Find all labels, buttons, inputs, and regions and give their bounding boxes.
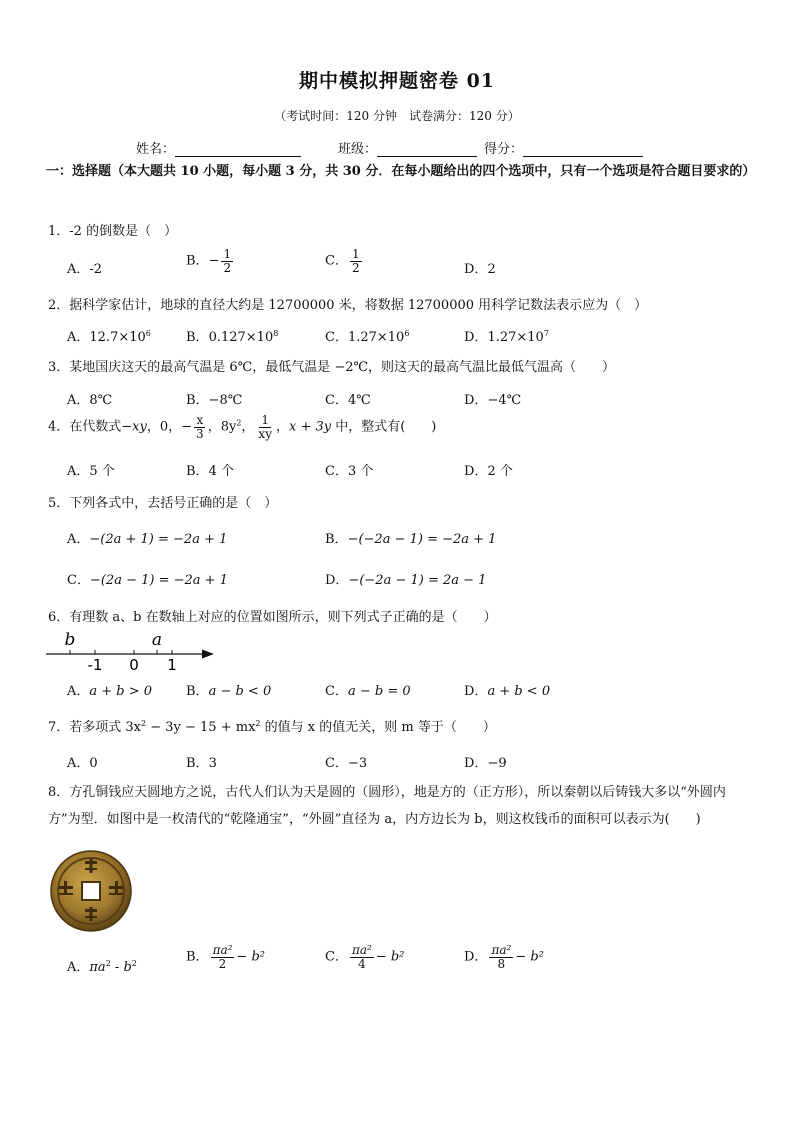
q6-option-c[interactable]: C．a − b = 0 (325, 684, 411, 699)
number-line-arrow (202, 650, 214, 659)
score-label: 得分： (484, 142, 524, 157)
q4-option-d[interactable]: D．2 个 (464, 464, 513, 479)
question-1-stem: 1．-2 的倒数是（ ） (48, 224, 178, 239)
q6-option-a[interactable]: A．a + b > 0 (67, 684, 153, 699)
name-label: 姓名： (136, 142, 176, 157)
section-heading: 一：选择题（本大题共 10 小题，每小题 3 分，共 30 分．在每小题给出的四个选项中，只有一个选项是符合题目要求的） (46, 164, 756, 179)
tick-label-neg-1: -1 (87, 656, 103, 674)
q2-option-d[interactable]: D．$1.27\times 10^7$ (464, 329, 549, 345)
point-b-label: b (64, 630, 76, 650)
question-8-stem: 8．方孔铜钱应天圆地方之说，古代人们认为天是圆的（圆形），地是方的（正方形），所以秦朝以后铸钱大多以“外圆内方”为型．如图中是一枚清代的“乾隆通宝”，“外圆”直径为 a，内方边长为 b，则这枚钱币的面积可以表示为( ) (48, 785, 726, 827)
question-6-stem: 6．有理数 a、b 在数轴上对应的位置如图所示，则下列式子正确的是（ ） (48, 610, 497, 625)
q3-option-d[interactable]: D．−4℃ (464, 393, 522, 408)
q8-option-b[interactable]: B． $\frac{\text{πa²}}{2}$ − b² (186, 943, 265, 971)
q7-option-c[interactable]: C．−3 (325, 756, 368, 771)
q3-option-b[interactable]: B．−8℃ (186, 393, 243, 408)
exam-subtitle: （考试时间：120 分钟 试卷满分：120 分） (274, 109, 520, 123)
coin-square-hole (82, 882, 100, 900)
q7-option-a[interactable]: A．0 (67, 756, 98, 771)
question-7-stem: 7．若多项式 $3x^2 - 3y - 15 + mx^2$ 的值与 x 的值无关，则 m 等于（ ） (48, 719, 496, 735)
q7-option-d[interactable]: D．−9 (464, 756, 507, 771)
q2-option-a[interactable]: A．$12.7\times 10^6$ (67, 329, 151, 345)
score-blank[interactable] (523, 142, 643, 157)
page-title: 期中模拟押题密卷 01 (298, 70, 496, 92)
name-field[interactable] (136, 138, 301, 157)
q8-option-c[interactable]: C． $\frac{\text{πa²}}{4}$ − b² (325, 943, 405, 971)
q6-option-d[interactable]: D．a + b < 0 (464, 684, 551, 699)
question-2-stem: 2．据科学家估计，地球的直径大约是 12700000 米，将数据 12700000 用科学记数法表示应为（ ） (48, 298, 648, 313)
q5-option-b[interactable]: B．−(−2a − 1) = −2a + 1 (325, 532, 497, 547)
point-a-label: a (151, 630, 163, 650)
q4-option-b[interactable]: B．4 个 (186, 464, 234, 479)
name-blank[interactable] (175, 142, 301, 157)
q5-option-c[interactable]: C．−(2a − 1) = −2a + 1 (67, 573, 228, 588)
q8-option-a[interactable]: A．$\pi a^2 - b^2$ (67, 959, 137, 975)
q3-option-a[interactable]: A．8℃ (67, 393, 113, 408)
q2-option-b[interactable]: B．$0.127\times 10^8$ (186, 329, 279, 345)
question-3-stem: 3．某地国庆这天的最高气温是 6℃，最低气温是 −2℃，则这天的最高气温比最低气温高（ ） (48, 360, 616, 375)
q5-option-a[interactable]: A．−(2a + 1) = −2a + 1 (67, 532, 228, 547)
coin-image (44, 849, 140, 933)
class-blank[interactable] (377, 142, 477, 157)
q6-option-b[interactable]: B．a − b < 0 (186, 684, 272, 699)
q2-option-c[interactable]: C．$1.27\times 10^6$ (325, 329, 410, 345)
tick-label-1: 1 (167, 656, 177, 674)
score-field[interactable] (484, 138, 643, 157)
tick-label-0: 0 (129, 656, 139, 674)
q1-option-c[interactable]: C． $\frac{1}{2}$ (325, 247, 360, 275)
q7-option-b[interactable]: B．3 (186, 756, 217, 771)
q5-option-d[interactable]: D．−(−2a − 1) = 2a − 1 (325, 573, 487, 588)
class-field[interactable] (338, 138, 477, 157)
q1-option-b[interactable]: B．− $\frac{1}{2}$ (186, 247, 232, 275)
q1-option-a[interactable]: A．-2 (67, 262, 103, 277)
question-5-stem: 5．下列各式中，去括号正确的是（ ） (48, 496, 278, 511)
q4-option-c[interactable]: C．3 个 (325, 464, 374, 479)
number-line-diagram (44, 628, 218, 674)
question-4-stem: 4．在代数式−xy，0，− $\frac{x}{3}$ ，$8y^2$， $\frac{1}{xy}$ ，x + 3y 中，整式有( ) (48, 413, 437, 441)
q8-option-d[interactable]: D． $\frac{\text{πa²}}{8}$ − b² (464, 943, 544, 971)
q1-option-d[interactable]: D．2 (464, 262, 496, 277)
class-label: 班级： (338, 142, 378, 157)
q3-option-c[interactable]: C．4℃ (325, 393, 371, 408)
q4-option-a[interactable]: A．5 个 (67, 464, 115, 479)
